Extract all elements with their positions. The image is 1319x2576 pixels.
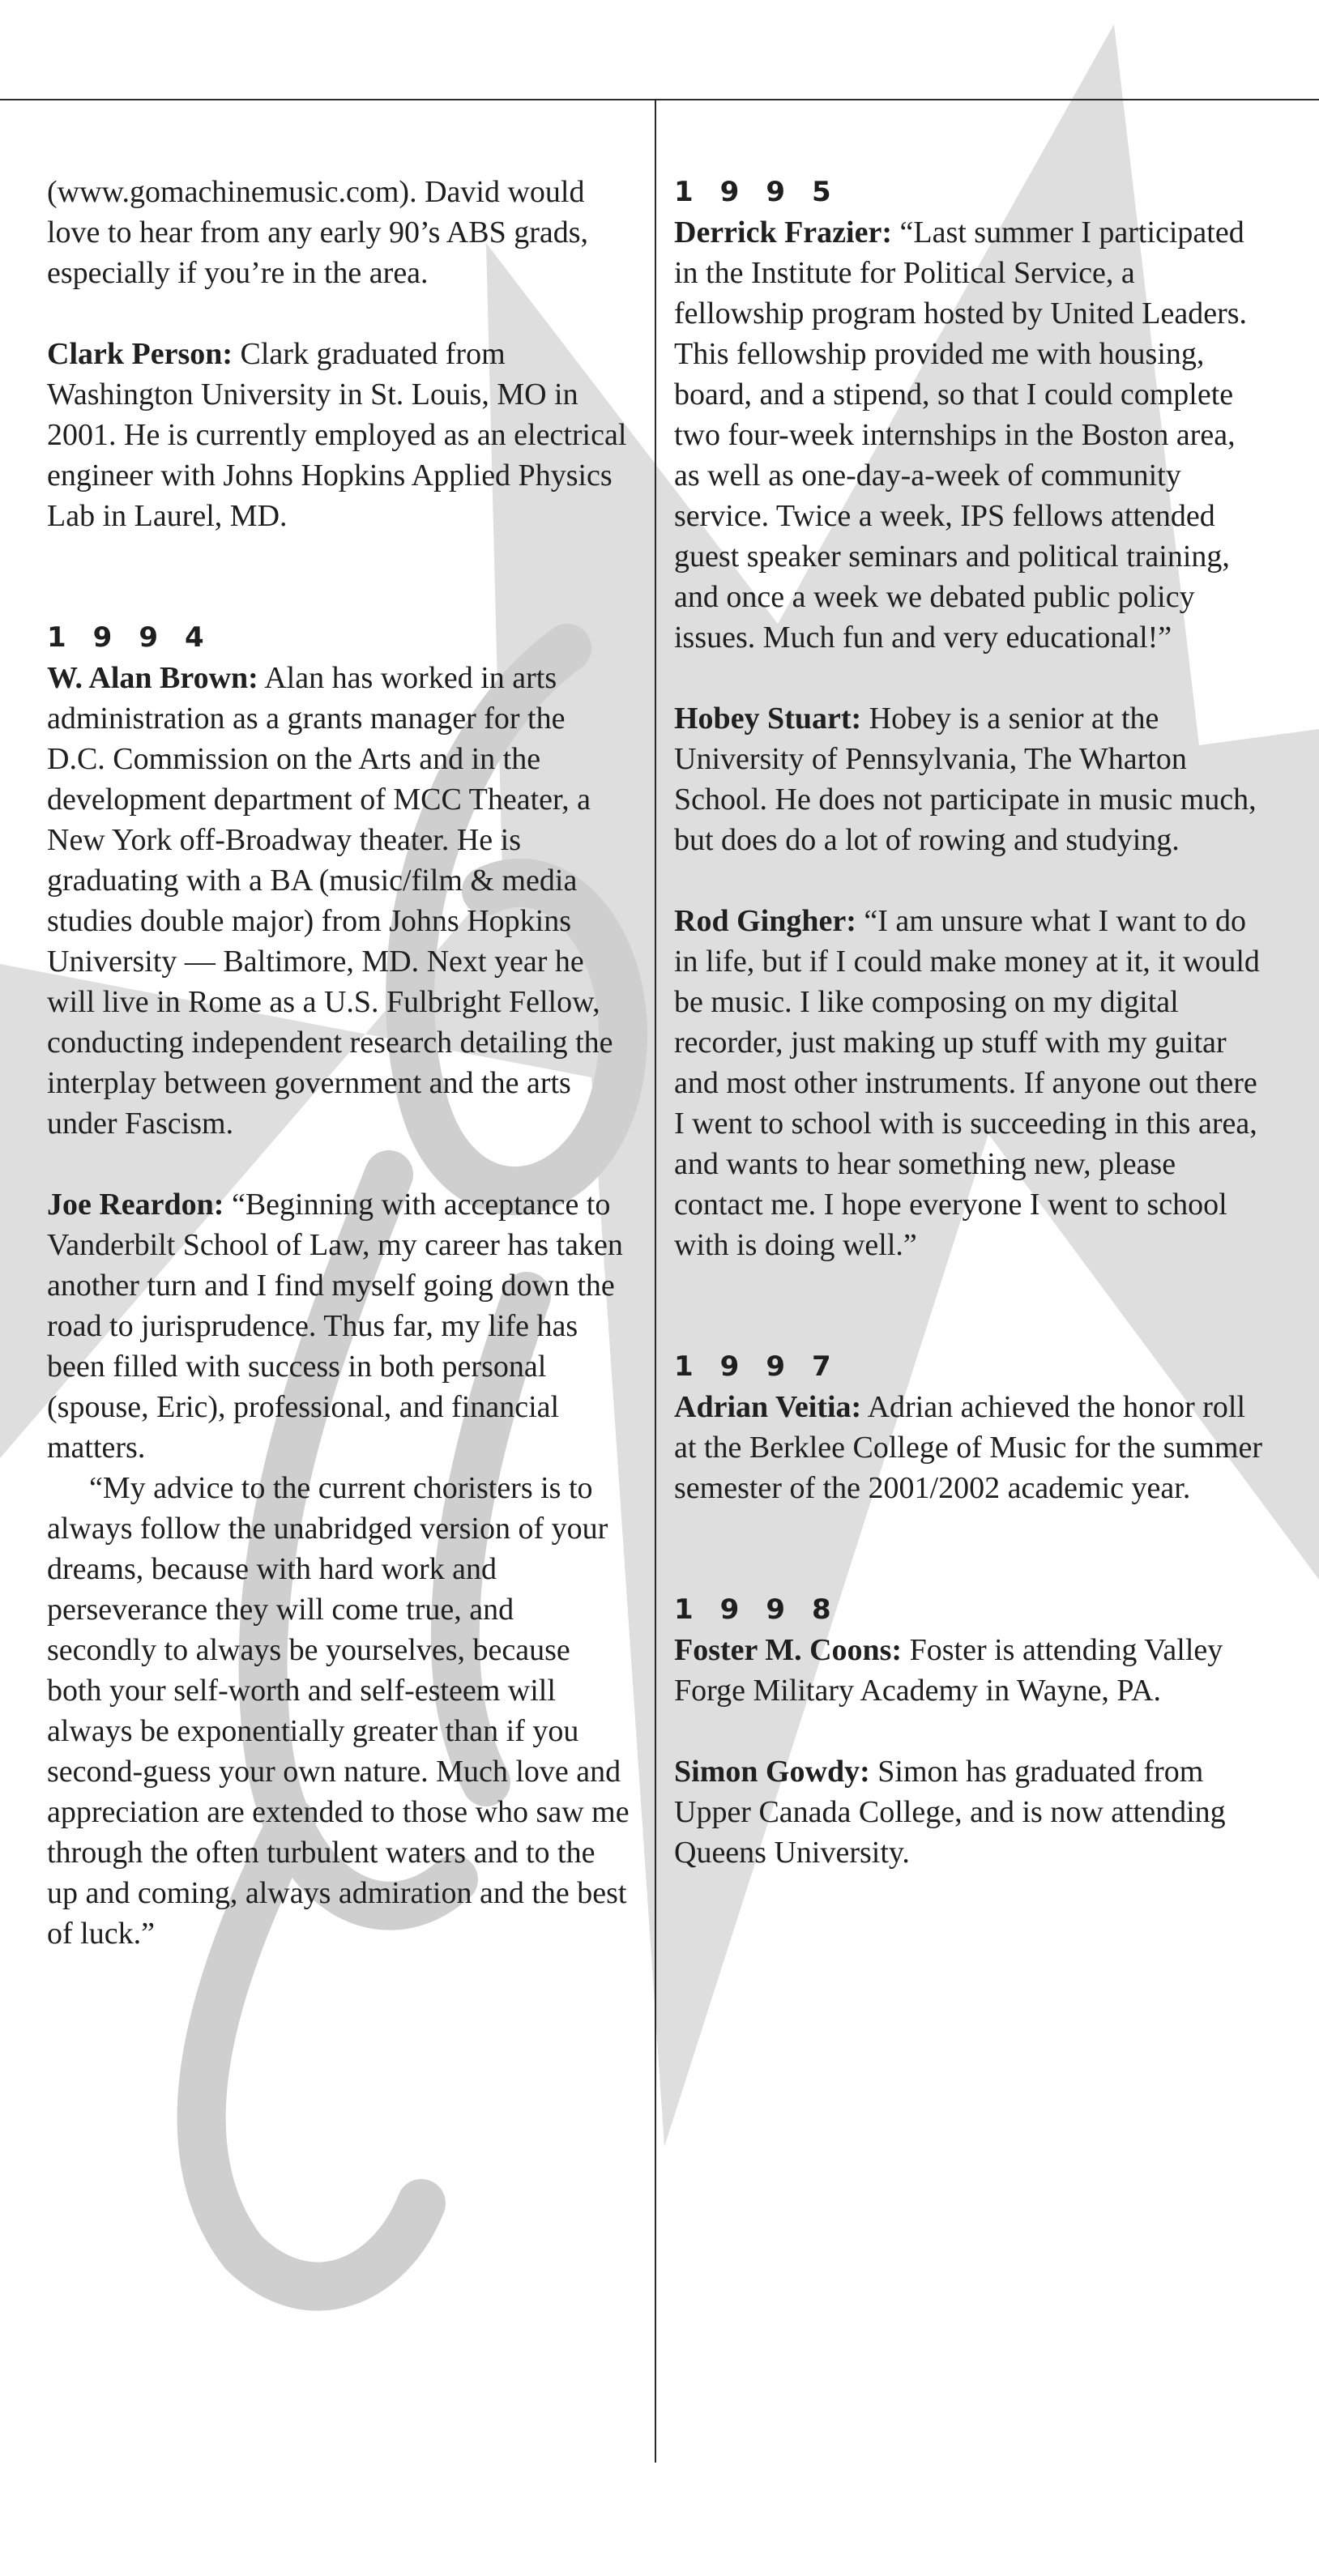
entry-text: Clark graduated from Washington University in St. Louis, MO in 2001. He is currently employed as an electrical engineer with Johns Hopkins Applied Physics Lab in Laurel, MD. xyxy=(47,337,627,533)
entry-text: “Beginning with acceptance to Vanderbilt School of Law, my career has taken another turn and I find myself going down the road to jurisprudence. Thus far, my life has been filled with success in both personal (spouse, Eric), professional, and financial matters. xyxy=(47,1188,623,1465)
year-heading-1998: 1998 xyxy=(674,1593,858,1626)
left-column xyxy=(47,172,630,1954)
entry-text: “I am unsure what I want to do in life, but if I could make money at it, it would be music. I like composing on my digital recorder, just making up stuff with my guitar and most other instruments. If anyone out there I went to school with is succeeding in this area, and wants to hear something new, please contact me. I hope everyone I went to school with is doing well.” xyxy=(674,904,1260,1262)
entry-name: Joe Reardon: xyxy=(47,1188,224,1222)
entry-text: Simon has graduated from Upper Canada College, and is now attending Queens University. xyxy=(674,1755,1226,1870)
entry-name: Simon Gowdy: xyxy=(674,1755,870,1789)
entry-text: Foster is attending Valley Forge Military Academy in Wayne, PA. xyxy=(674,1633,1223,1708)
entry-text: “Last summer I participated in the Institute for Political Service, a fellowship program hosted by United Leaders. This fellowship provided me with housing, board, and a stipend, so that I could complete two four-week internships in the Boston area, as well as one-day-a-week of community service. Twice a week, IPS fellows attended guest speaker seminars and political training, and once a week we debated public policy issues. Much fun and very educational!” xyxy=(674,215,1248,655)
year-heading-1997: 1997 xyxy=(674,1350,858,1383)
year-heading-1994: 1994 xyxy=(47,621,231,654)
entry-simon-gowdy xyxy=(674,1751,1266,1873)
entry-derrick-frazier xyxy=(674,212,1266,658)
entry-clark-person xyxy=(47,334,630,536)
year-heading-1995: 1995 xyxy=(674,176,858,208)
entry-name: Clark Person: xyxy=(47,337,233,371)
entry-text: Hobey is a senior at the University of Pennsylvania, The Wharton School. He does not participate in music much, but does do a lot of rowing and studying. xyxy=(674,702,1257,857)
entry-joe-reardon xyxy=(47,1184,630,1468)
entry-rod-gingher xyxy=(674,901,1266,1265)
top-rule xyxy=(0,99,1319,100)
entry-name: Hobey Stuart: xyxy=(674,702,862,736)
entry-name: Adrian Veitia: xyxy=(674,1390,862,1424)
entry-name: Rod Gingher: xyxy=(674,904,856,938)
entry-foster-m-coons xyxy=(674,1630,1266,1711)
entry-text: Alan has worked in arts administration as a grants manager for the D.C. Commission on the Arts and in the development department of MCC Theater, a New York off-Broadway theater. He is graduating with a BA (music/film & media studies double major) from Johns Hopkins University — Baltimore, MD. Next year he will live in Rome as a U.S. Fulbright Fellow, conducting independent research detailing the interplay between government and the arts under Fascism. xyxy=(47,661,613,1141)
entry-text: Adrian achieved the honor roll at the Berklee College of Music for the summer semester of the 2001/2002 academic year. xyxy=(674,1390,1263,1505)
entry-name: W. Alan Brown: xyxy=(47,661,258,695)
entry-joe-reardon-paragraph-2: “My advice to the current choristers is to always follow the unabridged version of your dreams, because with hard work and perseverance they will come true, and secondly to always be yourselves, because both your self-worth and self-esteem will always be exponentially greater than if you second-guess your own nature. Much love and appreciation are extended to those who saw me through the often turbulent waters and to the up and coming, always admiration and the best of luck.” xyxy=(47,1471,630,1951)
right-column xyxy=(674,172,1266,1873)
entry-name: Derrick Frazier: xyxy=(674,215,892,249)
column-divider xyxy=(655,99,656,2463)
entry-w-alan-brown xyxy=(47,658,630,1144)
entry-hobey-stuart xyxy=(674,698,1266,860)
entry-adrian-veitia xyxy=(674,1387,1266,1508)
entry-name: Foster M. Coons: xyxy=(674,1633,903,1667)
intro-continuation: (www.gomachinemusic.com). David would love to hear from any early 90’s ABS grads, especially if you’re in the area. xyxy=(47,175,589,290)
